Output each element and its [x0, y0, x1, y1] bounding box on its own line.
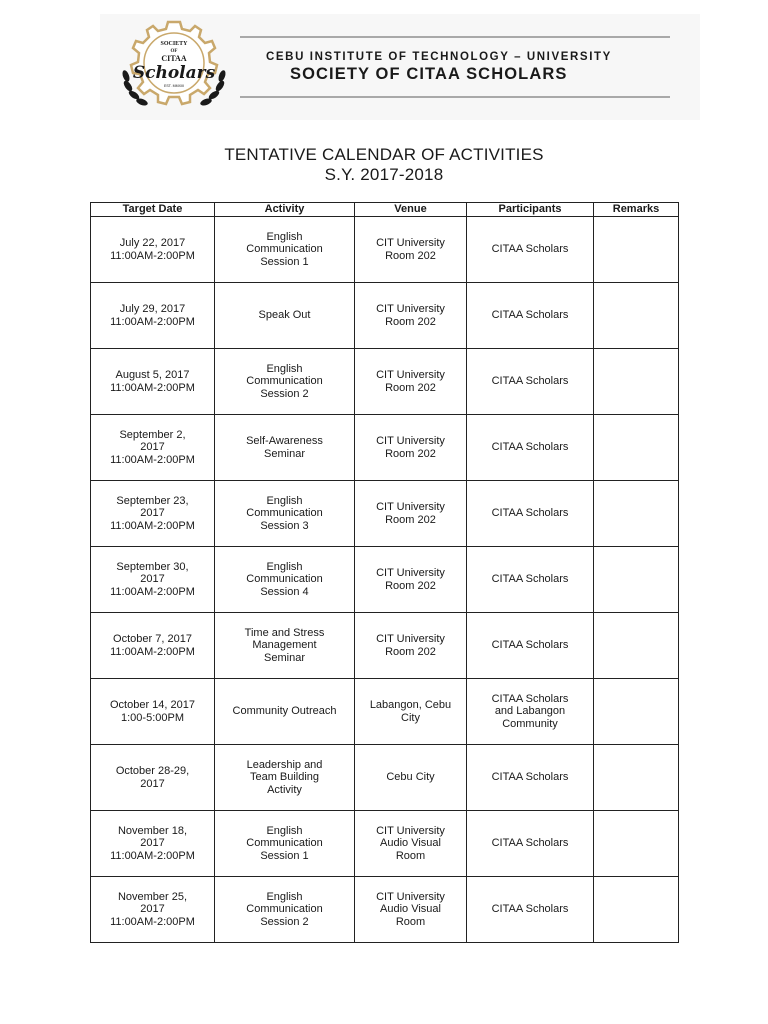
target-date-cell-line: 11:00AM-2:00PM	[110, 315, 195, 328]
activity-cell	[215, 679, 355, 745]
target-date-cell-line: 2017	[140, 573, 165, 586]
logo-established: EST. MMXIII	[164, 84, 184, 88]
venue-cell-line: CIT University	[376, 237, 445, 249]
venue-cell-line: Audio Visual	[380, 903, 441, 916]
activity-cell-line: English	[266, 362, 303, 375]
target-date-cell-line: 2017	[140, 903, 165, 916]
target-date-cell-line: September 23,	[116, 494, 189, 507]
venue-cell	[355, 811, 467, 877]
target-date-cell	[91, 217, 215, 283]
remarks-cell	[594, 613, 679, 679]
remarks-cell	[594, 481, 679, 547]
target-date-cell-line: 11:00AM-2:00PM	[110, 915, 195, 928]
activity-cell	[215, 283, 355, 349]
activity-cell	[215, 811, 355, 877]
target-date-cell-line: 2017	[140, 837, 165, 850]
remarks-cell	[594, 217, 679, 283]
participants-cell-line: CITAA Scholars	[491, 692, 569, 705]
organization-name: SOCIETY OF CITAA SCHOLARS	[290, 65, 568, 83]
target-date-cell-line: 11:00AM-2:00PM	[110, 849, 195, 862]
target-date-cell	[91, 679, 215, 745]
activity-cell-line: English	[266, 230, 303, 243]
remarks-cell	[594, 349, 679, 415]
participants-cell-line: CITAA Scholars	[491, 375, 569, 388]
participants-cell	[467, 811, 594, 877]
venue-cell-line: CIT University	[376, 633, 445, 645]
participants-cell	[467, 349, 594, 415]
target-date-cell	[91, 481, 215, 547]
participants-cell-line: CITAA Scholars	[491, 441, 569, 454]
remarks-cell	[594, 811, 679, 877]
target-date-cell	[91, 745, 215, 811]
activity-cell-line: Communication	[246, 903, 323, 916]
target-date-cell-line: October 28-29,	[115, 765, 190, 777]
venue-cell-line: Audio Visual	[380, 837, 441, 850]
activity-cell-line: English	[266, 824, 303, 837]
society-logo	[106, 18, 242, 118]
venue-cell-line: Room	[395, 849, 426, 862]
target-date-cell-line: August 5, 2017	[115, 369, 190, 381]
target-date-cell	[91, 547, 215, 613]
target-date-cell	[91, 415, 215, 481]
activity-cell	[215, 613, 355, 679]
venue-cell-line: Labangon, Cebu	[369, 699, 452, 711]
participants-cell	[467, 613, 594, 679]
activity-cell-line: Session 4	[260, 585, 309, 598]
target-date-cell-line: October 14, 2017	[109, 699, 195, 711]
letterhead-rule-top	[240, 36, 670, 38]
table-row	[91, 745, 679, 811]
activity-cell-line: Seminar	[264, 447, 305, 460]
participants-cell-line: CITAA Scholars	[491, 309, 569, 322]
table-header-row	[91, 203, 679, 217]
participants-cell-line: and Labangon	[494, 705, 566, 718]
venue-cell	[355, 679, 467, 745]
target-date-cell-line: September 30,	[116, 560, 189, 573]
venue-cell-line: CIT University	[376, 435, 445, 447]
table-row	[91, 481, 679, 547]
activity-cell-line: Session 1	[260, 849, 309, 862]
column-header-activity: Activity	[215, 203, 355, 217]
activity-cell	[215, 547, 355, 613]
venue-cell	[355, 745, 467, 811]
venue-cell-line: Room	[395, 915, 426, 928]
venue-cell	[355, 613, 467, 679]
venue-cell-line: City	[401, 711, 420, 724]
logo-text-of: OF	[170, 49, 178, 54]
activity-cell-line: Management	[252, 639, 317, 652]
institution-name: CEBU INSTITUTE OF TECHNOLOGY – UNIVERSITY	[266, 51, 612, 63]
venue-cell	[355, 481, 467, 547]
activity-cell-line: Time and Stress	[244, 626, 325, 639]
venue-cell-line: Room 202	[385, 579, 436, 592]
target-date-cell-line: October 7, 2017	[113, 633, 192, 645]
remarks-cell	[594, 745, 679, 811]
activity-cell-line: Activity	[267, 783, 302, 796]
participants-cell-line: Community	[502, 717, 558, 730]
table-body	[91, 217, 679, 943]
remarks-cell	[594, 679, 679, 745]
activity-cell	[215, 481, 355, 547]
venue-cell-line: Room 202	[385, 315, 436, 328]
activity-cell-line: English	[266, 560, 303, 573]
target-date-cell-line: 2017	[140, 507, 165, 520]
activity-cell-line: Communication	[246, 375, 323, 388]
activity-cell	[215, 745, 355, 811]
target-date-cell-line: 11:00AM-2:00PM	[110, 585, 195, 598]
venue-cell	[355, 415, 467, 481]
activity-cell-line: English	[266, 494, 303, 507]
activity-cell-line: Self-Awareness	[246, 435, 323, 447]
remarks-cell	[594, 415, 679, 481]
venue-cell-line: Room 202	[385, 645, 436, 658]
participants-cell	[467, 481, 594, 547]
venue-cell	[355, 283, 467, 349]
remarks-cell	[594, 283, 679, 349]
venue-cell	[355, 349, 467, 415]
activity-cell	[215, 415, 355, 481]
participants-cell	[467, 283, 594, 349]
participants-cell	[467, 679, 594, 745]
school-year: S.Y. 2017-2018	[324, 165, 444, 184]
table-row	[91, 349, 679, 415]
participants-cell	[467, 217, 594, 283]
activity-cell-line: Communication	[246, 507, 323, 520]
activity-cell-line: Session 1	[260, 255, 309, 268]
table-row	[91, 547, 679, 613]
table-row	[91, 283, 679, 349]
participants-cell	[467, 877, 594, 943]
venue-cell-line: CIT University	[376, 567, 445, 579]
remarks-cell	[594, 547, 679, 613]
participants-cell-line: CITAA Scholars	[491, 903, 569, 916]
venue-cell	[355, 877, 467, 943]
activity-cell-line: Speak Out	[258, 309, 311, 322]
venue-cell-line: Room 202	[385, 249, 436, 262]
participants-cell-line: CITAA Scholars	[491, 837, 569, 850]
activity-cell-line: Seminar	[264, 651, 305, 664]
column-header-target-date: Target Date	[91, 203, 215, 217]
activity-cell-line: Communication	[246, 573, 323, 586]
activity-cell-line: Session 2	[260, 915, 309, 928]
target-date-cell-line: November 25,	[117, 890, 188, 903]
activity-cell-line: Communication	[246, 837, 323, 850]
target-date-cell	[91, 811, 215, 877]
activity-cell-line: Session 2	[260, 387, 309, 400]
logo-script-scholars: Scholars	[132, 63, 216, 83]
target-date-cell	[91, 877, 215, 943]
venue-cell-line: Room 202	[385, 513, 436, 526]
target-date-cell-line: November 18,	[117, 824, 188, 837]
participants-cell	[467, 745, 594, 811]
logo-text-society: SOCIETY	[160, 41, 188, 47]
activity-cell	[215, 217, 355, 283]
venue-cell-line: Room 202	[385, 447, 436, 460]
venue-cell-line: CIT University	[376, 369, 445, 381]
venue-cell	[355, 547, 467, 613]
table-row	[91, 811, 679, 877]
remarks-cell	[594, 877, 679, 943]
participants-cell-line: CITAA Scholars	[491, 507, 569, 520]
venue-cell-line: CIT University	[376, 501, 445, 513]
venue-cell-line: Cebu City	[386, 771, 435, 784]
participants-cell	[467, 547, 594, 613]
participants-cell-line: CITAA Scholars	[491, 243, 569, 256]
column-header-venue: Venue	[355, 203, 467, 217]
participants-cell-line: CITAA Scholars	[491, 639, 569, 652]
activity-cell-line: Communication	[246, 243, 323, 256]
table-row	[91, 217, 679, 283]
activity-cell-line: English	[266, 890, 303, 903]
target-date-cell-line: 11:00AM-2:00PM	[110, 381, 195, 394]
activity-cell	[215, 877, 355, 943]
target-date-cell-line: 2017	[140, 441, 165, 454]
activity-cell-line: Community Outreach	[232, 705, 337, 718]
target-date-cell-line: July 29, 2017	[119, 303, 186, 315]
column-header-participants: Participants	[467, 203, 594, 217]
letterhead-rule-bottom	[240, 96, 670, 98]
target-date-cell-line: 11:00AM-2:00PM	[110, 519, 195, 532]
participants-cell-line: CITAA Scholars	[491, 771, 569, 784]
venue-cell-line: CIT University	[376, 824, 445, 837]
participants-cell	[467, 415, 594, 481]
activity-cell-line: Leadership and	[246, 758, 323, 771]
activity-cell-line: Session 3	[260, 519, 309, 532]
target-date-cell-line: 11:00AM-2:00PM	[110, 645, 195, 658]
target-date-cell	[91, 613, 215, 679]
activity-cell-line: Team Building	[249, 771, 320, 784]
activity-cell	[215, 349, 355, 415]
target-date-cell-line: 2017	[140, 777, 165, 790]
target-date-cell-line: September 2,	[119, 428, 186, 441]
column-header-remarks: Remarks	[594, 203, 679, 217]
target-date-cell-line: 11:00AM-2:00PM	[110, 249, 195, 262]
venue-cell	[355, 217, 467, 283]
table-row	[91, 613, 679, 679]
target-date-cell-line: 1:00-5:00PM	[121, 711, 184, 724]
venue-cell-line: CIT University	[376, 890, 445, 903]
logo-text-citaa: CITAA	[161, 54, 187, 63]
table-row	[91, 415, 679, 481]
participants-cell-line: CITAA Scholars	[491, 573, 569, 586]
table-row	[91, 877, 679, 943]
target-date-cell	[91, 283, 215, 349]
venue-cell-line: CIT University	[376, 303, 445, 315]
table-row	[91, 679, 679, 745]
target-date-cell	[91, 349, 215, 415]
activities-table	[90, 202, 679, 943]
target-date-cell-line: July 22, 2017	[119, 237, 186, 249]
document-title: TENTATIVE CALENDAR OF ACTIVITIES	[224, 145, 544, 164]
venue-cell-line: Room 202	[385, 381, 436, 394]
target-date-cell-line: 11:00AM-2:00PM	[110, 453, 195, 466]
